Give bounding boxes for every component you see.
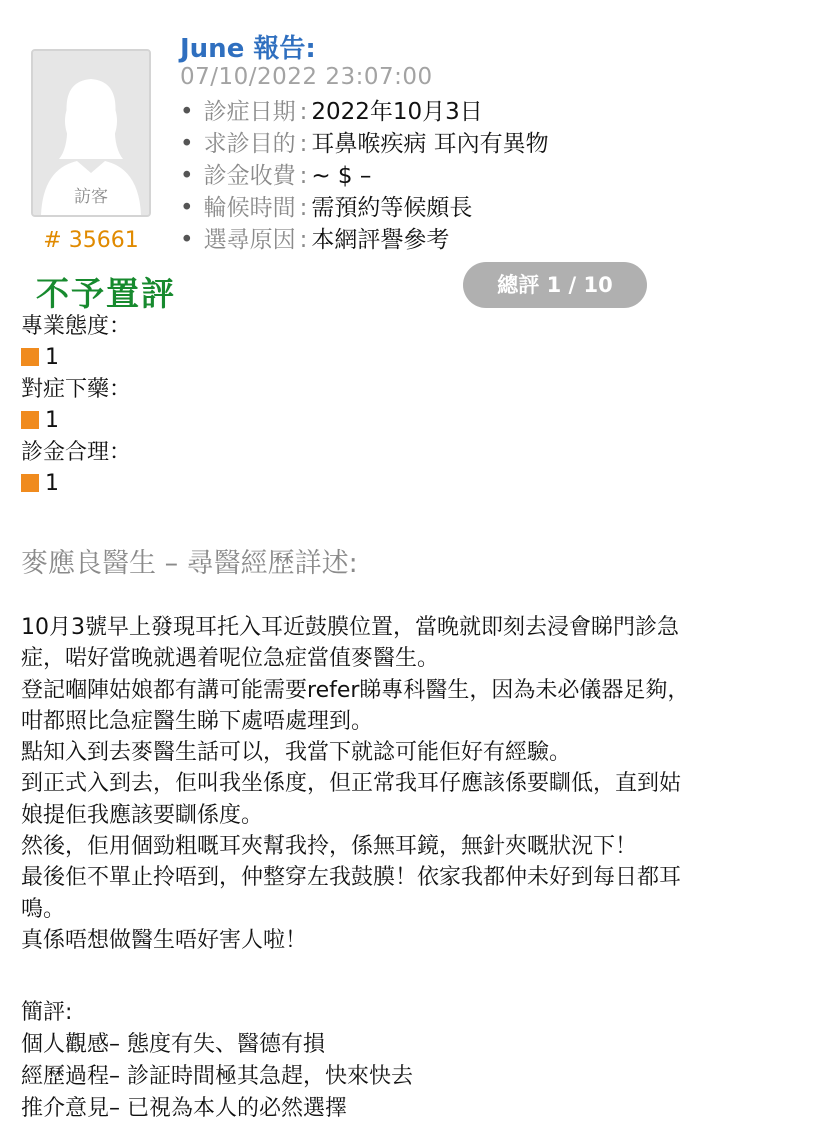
- info-key: 輪候時間: [203, 195, 296, 221]
- info-value: 需預約等候頗長: [311, 195, 473, 221]
- bullet-icon: •: [180, 195, 194, 221]
- section-title: 麥應良醫生 – 尋醫經歷詳述:: [21, 548, 358, 579]
- info-key: 診症日期: [203, 99, 296, 125]
- rating-label: 專業態度：: [21, 314, 132, 339]
- info-key: 求診目的: [203, 131, 296, 157]
- rating-label: 診金合理：: [21, 440, 132, 465]
- info-value: 耳鼻喉疾病 耳內有異物: [311, 131, 549, 157]
- story-line: 點知入到去麥醫生話可以，我當下就諗可能佢好有經驗。: [21, 740, 572, 766]
- summary-section: [21, 997, 413, 1125]
- avatar-label: 訪客: [74, 187, 108, 207]
- report-timestamp: 07/10/2022 23:07:00: [180, 64, 433, 90]
- user-id: # 35661: [43, 228, 139, 253]
- summary-heading: 簡評:: [21, 1000, 73, 1025]
- story-line: 然後，佢用個勁粗嘅耳夾幫我拎，係無耳鏡，無針夾嘅狀況下！: [21, 834, 638, 860]
- verdict-badge: 不予置評: [36, 274, 176, 313]
- rating-row: [21, 468, 131, 500]
- rating-bar-icon: [21, 474, 39, 492]
- info-item: [180, 160, 549, 192]
- info-value: 本網評譽參考: [311, 227, 450, 253]
- rating-bar-icon: [21, 348, 39, 366]
- report-info-list: [180, 96, 549, 256]
- story-line: 最後佢不單止拎唔到，仲整穿左我鼓膜！依家我都仲未好到每日都耳: [21, 865, 682, 891]
- info-separator: :: [299, 227, 308, 253]
- story-line: 娘提佢我應該要瞓係度。: [21, 802, 264, 828]
- summary-item: 個人觀感– 態度有失、醫德有損: [21, 1032, 325, 1057]
- info-item: [180, 224, 549, 256]
- story-line: 鳴。: [21, 896, 66, 922]
- story-line: 真係唔想做醫生唔好害人啦！: [21, 927, 308, 953]
- rating-value: 1: [45, 471, 59, 496]
- bullet-icon: •: [180, 163, 194, 189]
- info-value: ~ $ –: [311, 163, 372, 189]
- info-key: 選尋原因: [203, 227, 296, 253]
- rating-row: [21, 342, 131, 374]
- story-line: 咁都照比急症醫生睇下處唔處理到。: [21, 708, 374, 734]
- report-title: June 報告:: [180, 34, 316, 64]
- overall-score-button[interactable]: 總評 1 / 10: [463, 262, 647, 308]
- bullet-icon: •: [180, 131, 194, 157]
- info-separator: :: [299, 99, 308, 125]
- info-item: [180, 96, 549, 128]
- rating-label: 對症下藥：: [21, 377, 132, 402]
- story-line: 到正式入到去，佢叫我坐係度，但正常我耳仔應該係要瞓低，直到姑: [21, 771, 682, 797]
- rating-value: 1: [45, 408, 59, 433]
- story-line: 症，啱好當晚就遇着呢位急症當值麥醫生。: [21, 646, 440, 672]
- info-item: [180, 192, 549, 224]
- summary-item: 經歷過程– 診証時間極其急趕，快來快去: [21, 1064, 413, 1089]
- info-key: 診金收費: [203, 163, 296, 189]
- info-value: 2022年10月3日: [311, 99, 483, 125]
- info-separator: :: [299, 163, 308, 189]
- rating-row: [21, 405, 131, 437]
- info-item: [180, 128, 549, 160]
- rating-value: 1: [45, 345, 59, 370]
- bullet-icon: •: [180, 99, 194, 125]
- info-separator: :: [299, 195, 308, 221]
- story-line: 10月3號早上發現耳托入耳近鼓膜位置，當晚就即刻去浸會睇門診急: [21, 615, 679, 640]
- summary-item: 推介意見– 已視為本人的必然選擇: [21, 1096, 347, 1121]
- bullet-icon: •: [180, 227, 194, 253]
- experience-story: [21, 612, 811, 956]
- guest-avatar: [31, 49, 151, 217]
- rating-bar-icon: [21, 411, 39, 429]
- story-line: 登記嗰陣姑娘都有講可能需要refer睇專科醫生，因為未必儀器足夠，: [21, 677, 690, 703]
- info-separator: :: [299, 131, 308, 157]
- ratings-list: [21, 311, 131, 500]
